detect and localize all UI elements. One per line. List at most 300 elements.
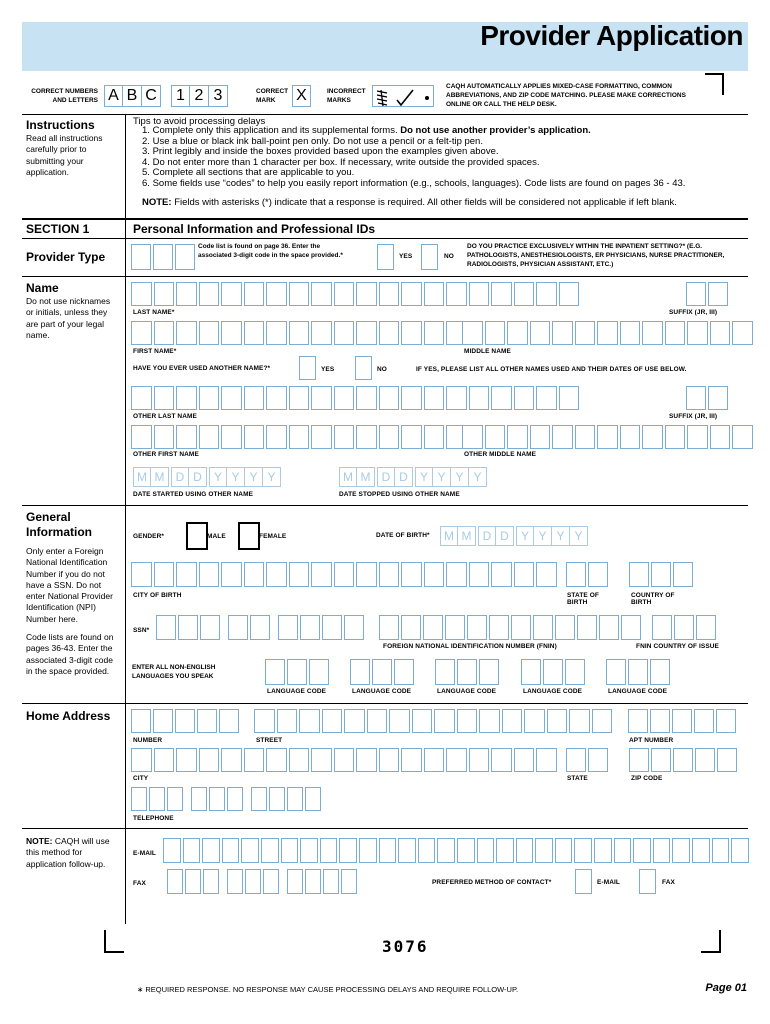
char-box[interactable] — [227, 787, 243, 811]
char-box[interactable] — [199, 386, 220, 410]
char-box[interactable] — [183, 838, 201, 863]
char-box[interactable] — [424, 321, 445, 345]
char-box[interactable] — [241, 838, 259, 863]
char-box[interactable] — [178, 615, 198, 640]
char-box[interactable] — [221, 425, 242, 449]
char-box[interactable] — [536, 562, 557, 587]
date-char-box[interactable]: Y — [516, 526, 534, 546]
char-box[interactable] — [175, 709, 195, 733]
char-box[interactable] — [221, 282, 242, 306]
char-box[interactable] — [533, 615, 553, 640]
char-box[interactable] — [154, 562, 175, 587]
char-box[interactable] — [672, 838, 690, 863]
char-box[interactable] — [344, 615, 364, 640]
char-box[interactable] — [339, 838, 357, 863]
city-of-birth-input[interactable] — [131, 562, 557, 587]
char-box[interactable] — [176, 562, 197, 587]
char-box[interactable] — [289, 748, 310, 772]
char-box[interactable] — [228, 615, 248, 640]
char-box[interactable] — [462, 425, 483, 449]
date-char-box[interactable]: M — [440, 526, 458, 546]
char-box[interactable] — [401, 748, 422, 772]
other-suffix-input[interactable] — [686, 386, 728, 410]
language-code-2-input[interactable] — [350, 659, 414, 685]
char-box[interactable] — [536, 282, 557, 306]
date-char-box[interactable]: D — [496, 526, 514, 546]
char-box[interactable] — [673, 748, 693, 772]
char-box[interactable] — [219, 709, 239, 733]
char-box[interactable] — [552, 425, 573, 449]
char-box[interactable] — [547, 709, 568, 733]
char-box[interactable] — [732, 321, 753, 345]
date-stopped-input[interactable] — [339, 467, 487, 487]
date-of-birth-input[interactable] — [440, 526, 588, 546]
telephone-input[interactable] — [131, 787, 321, 811]
char-box[interactable] — [245, 869, 261, 894]
date-char-box[interactable]: Y — [245, 467, 263, 487]
char-box[interactable] — [514, 282, 535, 306]
char-box[interactable] — [221, 386, 242, 410]
char-box[interactable] — [401, 386, 422, 410]
char-box[interactable] — [323, 869, 339, 894]
char-box[interactable] — [266, 282, 287, 306]
date-char-box[interactable]: Y — [469, 467, 487, 487]
char-box[interactable] — [154, 425, 175, 449]
char-box[interactable] — [708, 386, 728, 410]
char-box[interactable] — [732, 425, 753, 449]
char-box[interactable] — [269, 787, 285, 811]
char-box[interactable] — [356, 386, 377, 410]
char-box[interactable] — [200, 615, 220, 640]
char-box[interactable] — [708, 282, 728, 306]
date-char-box[interactable]: M — [458, 526, 476, 546]
char-box[interactable] — [614, 838, 632, 863]
char-box[interactable] — [261, 838, 279, 863]
char-box[interactable] — [566, 562, 586, 587]
zip-code-input[interactable] — [629, 748, 737, 772]
char-box[interactable] — [185, 869, 201, 894]
date-started-input[interactable] — [133, 467, 281, 487]
char-box[interactable] — [694, 709, 714, 733]
char-box[interactable] — [379, 838, 397, 863]
char-box[interactable] — [266, 562, 287, 587]
char-box[interactable] — [197, 709, 217, 733]
char-box[interactable] — [574, 838, 592, 863]
char-box[interactable] — [199, 321, 220, 345]
char-box[interactable] — [167, 869, 183, 894]
other-middle-name-input[interactable] — [462, 425, 753, 449]
char-box[interactable] — [266, 321, 287, 345]
char-box[interactable] — [131, 282, 152, 306]
char-box[interactable] — [491, 562, 512, 587]
char-box[interactable] — [263, 869, 279, 894]
char-box[interactable] — [597, 425, 618, 449]
char-box[interactable] — [575, 425, 596, 449]
char-box[interactable] — [535, 838, 553, 863]
char-box[interactable] — [536, 386, 557, 410]
char-box[interactable] — [717, 748, 737, 772]
char-box[interactable] — [311, 386, 332, 410]
suffix-input[interactable] — [686, 282, 728, 306]
char-box[interactable] — [469, 386, 490, 410]
char-box[interactable] — [244, 748, 265, 772]
char-box[interactable] — [530, 425, 551, 449]
char-box[interactable] — [299, 709, 320, 733]
char-box[interactable] — [575, 321, 596, 345]
char-box[interactable] — [341, 869, 357, 894]
date-char-box[interactable]: M — [339, 467, 357, 487]
char-box[interactable] — [559, 386, 580, 410]
char-box[interactable] — [457, 709, 478, 733]
provider-type-code-input[interactable] — [131, 244, 195, 270]
date-char-box[interactable]: Y — [552, 526, 570, 546]
char-box[interactable] — [244, 386, 265, 410]
char-box[interactable] — [516, 838, 534, 863]
char-box[interactable] — [424, 425, 445, 449]
char-box[interactable] — [437, 838, 455, 863]
char-box[interactable] — [311, 562, 332, 587]
char-box[interactable] — [588, 562, 608, 587]
char-box[interactable] — [477, 838, 495, 863]
char-box[interactable] — [665, 321, 686, 345]
char-box[interactable] — [379, 562, 400, 587]
language-code-3-input[interactable] — [435, 659, 499, 685]
char-box[interactable] — [379, 615, 399, 640]
date-char-box[interactable]: M — [151, 467, 169, 487]
state-of-birth-input[interactable] — [566, 562, 608, 587]
char-box[interactable] — [588, 748, 608, 772]
other-last-name-input[interactable] — [131, 386, 579, 410]
char-box[interactable] — [687, 321, 708, 345]
char-box[interactable] — [289, 562, 310, 587]
char-box[interactable] — [227, 869, 243, 894]
char-box[interactable] — [221, 562, 242, 587]
char-box[interactable] — [710, 425, 731, 449]
char-box[interactable] — [154, 386, 175, 410]
char-box[interactable] — [199, 282, 220, 306]
char-box[interactable] — [650, 709, 670, 733]
inpatient-yes-checkbox[interactable] — [377, 244, 394, 270]
char-box[interactable] — [673, 562, 693, 587]
ssn-input[interactable] — [156, 615, 364, 640]
street-input[interactable] — [254, 709, 612, 733]
char-box[interactable] — [244, 562, 265, 587]
char-box[interactable] — [305, 869, 321, 894]
char-box[interactable] — [334, 748, 355, 772]
fnin-input[interactable] — [379, 615, 641, 640]
char-box[interactable] — [289, 321, 310, 345]
char-box[interactable] — [628, 709, 648, 733]
date-char-box[interactable]: Y — [570, 526, 588, 546]
char-box[interactable] — [154, 321, 175, 345]
char-box[interactable] — [457, 838, 475, 863]
char-box[interactable] — [652, 615, 672, 640]
char-box[interactable] — [398, 838, 416, 863]
char-box[interactable] — [176, 321, 197, 345]
char-box[interactable] — [156, 615, 176, 640]
char-box[interactable] — [514, 748, 535, 772]
char-box[interactable] — [712, 838, 730, 863]
char-box[interactable] — [424, 386, 445, 410]
char-box[interactable] — [469, 562, 490, 587]
char-box[interactable] — [489, 615, 509, 640]
char-box[interactable] — [334, 282, 355, 306]
char-box[interactable] — [651, 562, 671, 587]
date-char-box[interactable]: D — [171, 467, 189, 487]
char-box[interactable] — [244, 425, 265, 449]
char-box[interactable] — [633, 838, 651, 863]
char-box[interactable] — [289, 425, 310, 449]
char-box[interactable] — [300, 615, 320, 640]
apt-number-input[interactable] — [628, 709, 736, 733]
char-box[interactable] — [555, 615, 575, 640]
other-names-yes-checkbox[interactable] — [299, 356, 316, 380]
char-box[interactable] — [621, 615, 641, 640]
char-box[interactable] — [322, 615, 342, 640]
char-box[interactable] — [552, 321, 573, 345]
date-char-box[interactable]: D — [377, 467, 395, 487]
char-box[interactable] — [222, 838, 240, 863]
char-box[interactable] — [446, 748, 467, 772]
char-box[interactable] — [311, 321, 332, 345]
other-names-no-checkbox[interactable] — [355, 356, 372, 380]
char-box[interactable] — [131, 386, 152, 410]
char-box[interactable] — [311, 425, 332, 449]
char-box[interactable] — [320, 838, 338, 863]
char-box[interactable] — [305, 787, 321, 811]
char-box[interactable] — [163, 838, 181, 863]
char-box[interactable] — [250, 615, 270, 640]
char-box[interactable] — [356, 562, 377, 587]
char-box[interactable] — [401, 425, 422, 449]
char-box[interactable] — [209, 787, 225, 811]
date-char-box[interactable]: D — [189, 467, 207, 487]
fax-input[interactable] — [167, 869, 357, 894]
fnin-country-input[interactable] — [652, 615, 716, 640]
char-box[interactable] — [423, 615, 443, 640]
char-box[interactable] — [251, 787, 267, 811]
char-box[interactable] — [418, 838, 436, 863]
char-box[interactable] — [167, 787, 183, 811]
address-number-input[interactable] — [131, 709, 239, 733]
language-code-5-input[interactable] — [606, 659, 670, 685]
char-box[interactable] — [221, 748, 242, 772]
char-box[interactable] — [496, 838, 514, 863]
char-box[interactable] — [597, 321, 618, 345]
char-box[interactable] — [665, 425, 686, 449]
language-code-4-input[interactable] — [521, 659, 585, 685]
char-box[interactable] — [175, 244, 195, 270]
email-input[interactable] — [163, 838, 749, 863]
char-box[interactable] — [191, 787, 207, 811]
char-box[interactable] — [485, 425, 506, 449]
char-box[interactable] — [289, 386, 310, 410]
char-box[interactable] — [467, 615, 487, 640]
date-char-box[interactable]: Y — [263, 467, 281, 487]
char-box[interactable] — [322, 709, 343, 733]
char-box[interactable] — [674, 615, 694, 640]
char-box[interactable] — [334, 321, 355, 345]
char-box[interactable] — [710, 321, 731, 345]
char-box[interactable] — [446, 282, 467, 306]
char-box[interactable] — [131, 425, 152, 449]
gender-male-checkbox[interactable] — [186, 522, 208, 550]
char-box[interactable] — [462, 321, 483, 345]
char-box[interactable] — [311, 748, 332, 772]
middle-name-input[interactable] — [462, 321, 753, 345]
char-box[interactable] — [281, 838, 299, 863]
char-box[interactable] — [594, 838, 612, 863]
char-box[interactable] — [149, 787, 165, 811]
date-char-box[interactable]: Y — [415, 467, 433, 487]
char-box[interactable] — [154, 748, 175, 772]
char-box[interactable] — [445, 615, 465, 640]
char-box[interactable] — [687, 425, 708, 449]
char-box[interactable] — [696, 615, 716, 640]
char-box[interactable] — [651, 748, 671, 772]
char-box[interactable] — [379, 748, 400, 772]
date-char-box[interactable]: M — [133, 467, 151, 487]
char-box[interactable] — [287, 787, 303, 811]
char-box[interactable] — [254, 709, 275, 733]
char-box[interactable] — [401, 282, 422, 306]
state-input[interactable] — [566, 748, 608, 772]
char-box[interactable] — [389, 709, 410, 733]
char-box[interactable] — [424, 282, 445, 306]
char-box[interactable] — [199, 562, 220, 587]
char-box[interactable] — [131, 748, 152, 772]
char-box[interactable] — [629, 748, 649, 772]
char-box[interactable] — [424, 748, 445, 772]
char-box[interactable] — [692, 838, 710, 863]
char-box[interactable] — [367, 709, 388, 733]
language-code-1-input[interactable] — [265, 659, 329, 685]
char-box[interactable] — [359, 838, 377, 863]
char-box[interactable] — [514, 386, 535, 410]
char-box[interactable] — [287, 869, 303, 894]
char-box[interactable] — [620, 321, 641, 345]
char-box[interactable] — [412, 709, 433, 733]
char-box[interactable] — [434, 709, 455, 733]
char-box[interactable] — [695, 748, 715, 772]
char-box[interactable] — [642, 425, 663, 449]
char-box[interactable] — [176, 425, 197, 449]
char-box[interactable] — [629, 562, 649, 587]
date-char-box[interactable]: D — [395, 467, 413, 487]
char-box[interactable] — [491, 748, 512, 772]
char-box[interactable] — [446, 386, 467, 410]
char-box[interactable] — [514, 562, 535, 587]
date-char-box[interactable]: Y — [534, 526, 552, 546]
char-box[interactable] — [266, 386, 287, 410]
date-char-box[interactable]: M — [357, 467, 375, 487]
char-box[interactable] — [642, 321, 663, 345]
char-box[interactable] — [401, 321, 422, 345]
char-box[interactable] — [446, 562, 467, 587]
char-box[interactable] — [731, 838, 749, 863]
preferred-email-checkbox[interactable] — [575, 869, 592, 894]
char-box[interactable] — [569, 709, 590, 733]
char-box[interactable] — [221, 321, 242, 345]
char-box[interactable] — [266, 425, 287, 449]
char-box[interactable] — [491, 282, 512, 306]
char-box[interactable] — [153, 244, 173, 270]
date-char-box[interactable]: Y — [451, 467, 469, 487]
char-box[interactable] — [379, 321, 400, 345]
country-of-birth-input[interactable] — [629, 562, 693, 587]
char-box[interactable] — [620, 425, 641, 449]
char-box[interactable] — [401, 615, 421, 640]
char-box[interactable] — [559, 282, 580, 306]
preferred-fax-checkbox[interactable] — [639, 869, 656, 894]
char-box[interactable] — [131, 244, 151, 270]
char-box[interactable] — [356, 321, 377, 345]
char-box[interactable] — [277, 709, 298, 733]
char-box[interactable] — [153, 709, 173, 733]
char-box[interactable] — [278, 615, 298, 640]
char-box[interactable] — [686, 282, 706, 306]
char-box[interactable] — [131, 709, 151, 733]
city-input[interactable] — [131, 748, 557, 772]
char-box[interactable] — [344, 709, 365, 733]
date-char-box[interactable]: Y — [209, 467, 227, 487]
char-box[interactable] — [244, 321, 265, 345]
char-box[interactable] — [491, 386, 512, 410]
char-box[interactable] — [131, 562, 152, 587]
char-box[interactable] — [300, 838, 318, 863]
char-box[interactable] — [131, 787, 147, 811]
char-box[interactable] — [379, 425, 400, 449]
char-box[interactable] — [244, 282, 265, 306]
char-box[interactable] — [176, 386, 197, 410]
char-box[interactable] — [176, 748, 197, 772]
char-box[interactable] — [566, 748, 586, 772]
char-box[interactable] — [577, 615, 597, 640]
char-box[interactable] — [507, 321, 528, 345]
char-box[interactable] — [203, 869, 219, 894]
char-box[interactable] — [356, 425, 377, 449]
char-box[interactable] — [479, 709, 500, 733]
char-box[interactable] — [530, 321, 551, 345]
char-box[interactable] — [334, 425, 355, 449]
char-box[interactable] — [202, 838, 220, 863]
char-box[interactable] — [356, 282, 377, 306]
first-name-input[interactable] — [131, 321, 467, 345]
char-box[interactable] — [379, 386, 400, 410]
inpatient-no-checkbox[interactable] — [421, 244, 438, 270]
char-box[interactable] — [507, 425, 528, 449]
char-box[interactable] — [176, 282, 197, 306]
date-char-box[interactable]: D — [478, 526, 496, 546]
gender-female-checkbox[interactable] — [238, 522, 260, 550]
char-box[interactable] — [334, 386, 355, 410]
char-box[interactable] — [199, 425, 220, 449]
char-box[interactable] — [311, 282, 332, 306]
char-box[interactable] — [716, 709, 736, 733]
char-box[interactable] — [131, 321, 152, 345]
char-box[interactable] — [266, 748, 287, 772]
char-box[interactable] — [469, 282, 490, 306]
char-box[interactable] — [199, 748, 220, 772]
char-box[interactable] — [686, 386, 706, 410]
char-box[interactable] — [485, 321, 506, 345]
char-box[interactable] — [511, 615, 531, 640]
char-box[interactable] — [672, 709, 692, 733]
date-char-box[interactable]: Y — [433, 467, 451, 487]
last-name-input[interactable] — [131, 282, 579, 306]
other-first-name-input[interactable] — [131, 425, 467, 449]
char-box[interactable] — [536, 748, 557, 772]
